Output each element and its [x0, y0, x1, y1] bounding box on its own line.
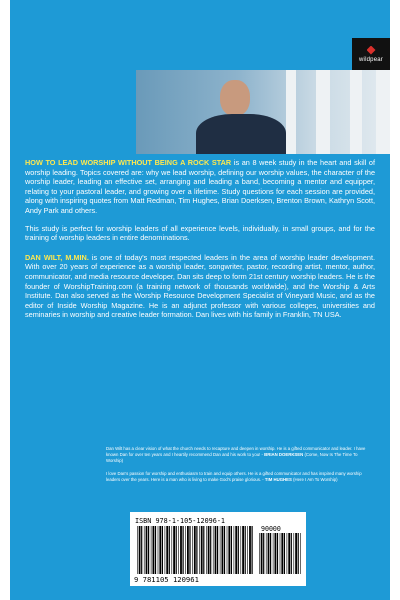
- author-photo: [136, 70, 390, 154]
- description-text-1: is an 8 week study in the heart and skill of worship leading. Topics covered are: why we lead worship, defining our worship values, the character of the worship leader, leading an effective set, arranging and leading a band, becoming a mentor and equipper, relating to your pastoral leader, and growing over a lifetime. Study questions for each session are provided, along with inspiring quotes from Matt Redman, Tim Hughes, Brian Doerksen, Brenton Brown, Kathryn Scott, Andy Park and others.: [25, 158, 375, 215]
- endorsements: [106, 446, 368, 498]
- publisher-logo-text: wildpear: [359, 56, 383, 63]
- description-text: [25, 158, 375, 328]
- endorser-name: TIM HUGHES: [264, 477, 292, 482]
- endorsement: I love Dan's passion for worship and enthusiasm to train and equip others. He is a gifted communicator and has inspired many worship leaders over the years. Here is a man who is living to make God's praise glorious. - TIM HUGHES (Here I Am To Worship): [106, 471, 362, 482]
- publisher-logo: [352, 38, 390, 70]
- isbn-text: ISBN 978-1-105-12096-1: [135, 517, 226, 525]
- author-name: DAN WILT, M.MIN.: [25, 252, 89, 262]
- back-cover: [10, 0, 390, 600]
- ean-barcode: [136, 526, 254, 574]
- ean-digits: 9 781105 120961: [134, 575, 199, 584]
- author-bio-text: is one of today's most respected leaders in the area of worship leader development. With over 20 years of experience as a worship leader, songwriter, pastor, recording artist, mentor, author, communicator, and media resource developer, Dan sits deep to form 21st century worship leaders. He is the founder of WorshipTraining.com (a training network of thousands worldwide), and the Worship & Arts Institute. Dan also served as the Worship Resource Development Specialist of Vineyard Music, and as the editor of Inside Worship Magazine. He is an adjunct professor with various colleges, universities and seminaries in worship and creative leader formation. Dan lives with his family in Franklin, TN USA.: [25, 252, 375, 320]
- book-title-lead: HOW TO LEAD WORSHIP WITHOUT BEING A ROCK STAR: [25, 158, 232, 167]
- price-code: 90000: [261, 525, 281, 533]
- pear-icon: [367, 46, 376, 55]
- endorser-name: BRIAN DOERKSEN: [264, 452, 304, 457]
- description-paragraph-2: This study is perfect for worship leaders of all experience levels, individually, in small groups, and for the training of worship leaders in entire denominations.: [25, 223, 375, 243]
- endorsement: Dan Wilt has a clear vision of what the church needs to recapture and deepen in worship. He is a gifted communicator and leader. I have known Dan for over ten years and I heartily recommend Dan and his work to you! - BRIAN DOERKSEN (Come, Now Is The Time To Worship): [106, 446, 366, 463]
- barcode-label: [130, 512, 306, 586]
- author-bio: [25, 253, 375, 320]
- price-barcode: [258, 533, 302, 574]
- description-paragraph-1: [25, 158, 375, 216]
